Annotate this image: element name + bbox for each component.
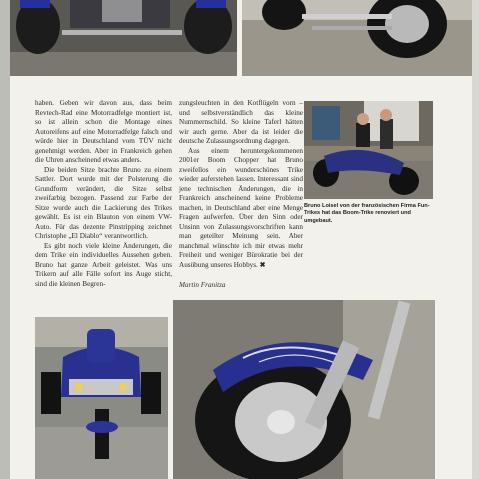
author-signature: Martin Franitza <box>179 281 226 289</box>
magazine-page <box>10 0 472 479</box>
end-mark-icon: ✖ <box>259 260 266 269</box>
page-edge <box>472 0 479 479</box>
paragraph: Es gibt noch viele kleine Änderungen, die dem Trike ein individuelles Aussehen geben. Bruno hat ganze Arbeit geleistet. Was uns Trikern auf alle Fälle sofort ins Auge sticht, sind die kleinen Begren- <box>35 241 172 288</box>
photo-trike-rear-view <box>35 317 168 479</box>
text-column-2 <box>179 99 303 270</box>
text-column-1 <box>35 99 172 289</box>
photo-bruno-on-trike <box>304 101 433 199</box>
photo-caption: Bruno Loisel von der französischen Firma Fun-Trikes hat das Boom-Trike renoviert und umgebaut. <box>304 203 430 224</box>
photo-trike-rear-wheels <box>10 0 237 76</box>
paragraph-text: Aus einem heruntergekommenen 2001er Boom Chopper hat Bruno zweifellos ein wunderschönes Trike wieder auferstehen lassen. Interessant sind jene technischen Änderungen, die in Frankreich anscheinend keine Probleme machen, in Deutschland aber eine Menge Fragen aufwerfen. Über den Sinn oder Unsinn von Zulassungsvorschriften kann man geteilter Meinung sein. Aber manchmal wünschte ich mir etwas mehr Freiheit und weniger Bürokratie bei der Ausübung unseres Hobbys. <box>179 146 303 269</box>
paragraph: Die beiden Sitze brachte Bruno zu einem Sattler. Dort wurde mit der Polsterung die Grundform verändert, die Sitze selbst zweifarbig bezogen. Passend zur Farbe der Sitze wurde auch die Lackierung des Trikes gewählt. Es ist ein Blauton von einem VW-Auto. Für das dezente Pinstripping zeichnet Christophe „El Diablo“ verantwortlich. <box>35 165 172 240</box>
photo-front-fender-pinstripe <box>173 300 435 479</box>
photo-trike-rear-wheel-side <box>242 0 472 76</box>
paragraph: haben. Geben wir davon aus, dass beim Revtech-Rad eine Motorradfelge montiert ist, so ist allein schon die Montage eines Autoreifens auf eine Motorradfelge falsch und würde hier in Deutschland vom TÜV nicht genehmigt werden. Aber in Frankreich gehen die Uhren anscheinend etwas anders. <box>35 99 172 164</box>
paragraph <box>179 147 303 271</box>
paragraph: zungsleuchten in den Kotflügeln vorn – und selbstverständlich das kleine Nummernschild. So kleine Taferl hätten wir auch gerne. Aber da ist leider die deutsche Zulassungsordnung dagegen. <box>179 99 303 145</box>
